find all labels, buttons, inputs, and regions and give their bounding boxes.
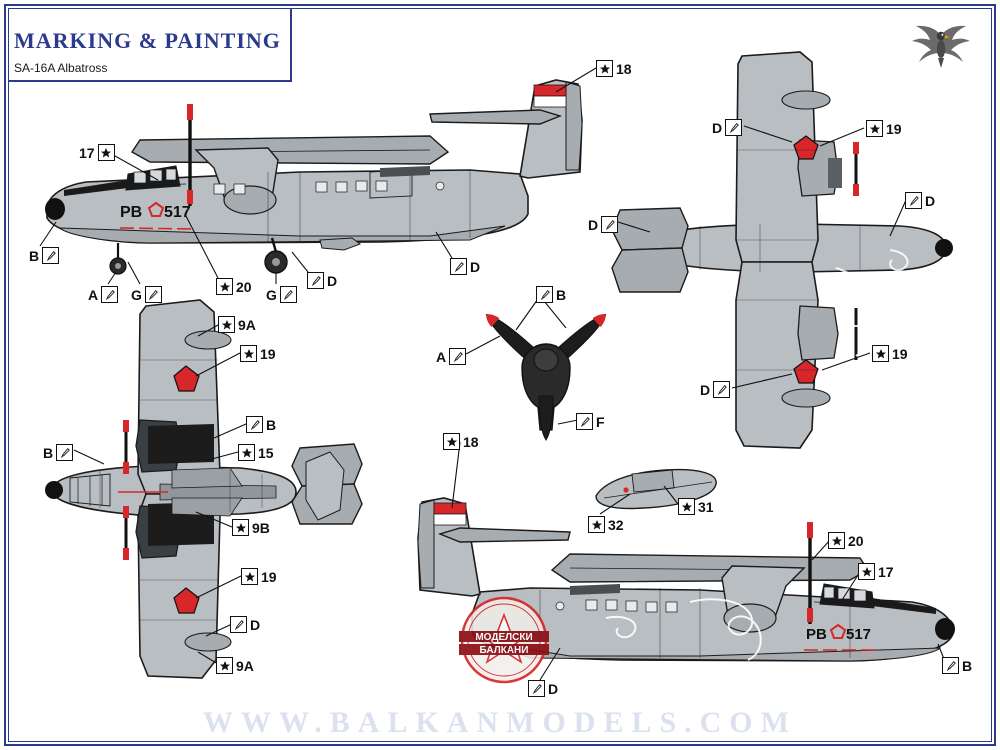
callout-20 — [828, 532, 864, 549]
svg-text:PB: PB — [120, 204, 143, 221]
callout-b — [942, 657, 972, 674]
brush-icon — [905, 192, 922, 209]
callout-19 — [241, 568, 277, 585]
callout-number: D — [925, 192, 936, 209]
brush-icon — [280, 286, 297, 303]
callout-9b — [232, 519, 270, 536]
brush-icon — [450, 258, 467, 275]
callout-number: B — [962, 657, 973, 674]
callout-number: D — [588, 216, 599, 233]
aircraft-designation: SA-16A Albatross — [14, 61, 108, 75]
brush-icon — [230, 616, 247, 633]
star-icon — [858, 563, 875, 580]
callout-a — [88, 286, 118, 303]
brush-icon — [601, 216, 618, 233]
callout-g — [131, 286, 162, 303]
balkan-models-watermark — [447, 595, 562, 685]
callout-19 — [866, 120, 902, 137]
callout-number: G — [266, 286, 277, 303]
callout-d — [230, 616, 260, 633]
view-port-side-profile — [45, 80, 582, 274]
callout-number: B — [556, 286, 567, 303]
callout-number: 15 — [258, 444, 274, 461]
callout-31 — [678, 498, 714, 515]
callout-number: A — [436, 348, 447, 365]
callout-b — [246, 416, 276, 433]
callout-number: B — [266, 416, 277, 433]
callout-number: 31 — [698, 498, 714, 515]
callout-b — [43, 444, 73, 461]
brush-icon — [942, 657, 959, 674]
page-title: MARKING & PAINTING — [14, 28, 281, 53]
callout-number: 18 — [616, 60, 632, 77]
star-icon — [866, 120, 883, 137]
callout-9a — [216, 657, 254, 674]
callout-number: 20 — [848, 532, 864, 549]
callout-19 — [872, 345, 908, 362]
callout-17 — [79, 144, 115, 161]
callout-18 — [443, 433, 479, 450]
star-icon — [240, 345, 257, 362]
callout-d — [588, 216, 618, 233]
svg-text:PB: PB — [806, 626, 827, 643]
brush-icon — [725, 119, 742, 136]
callout-32 — [588, 516, 624, 533]
star-icon — [238, 444, 255, 461]
brush-icon — [101, 286, 118, 303]
callout-18 — [596, 60, 632, 77]
callout-number: B — [43, 444, 54, 461]
star-icon — [828, 532, 845, 549]
star-icon — [588, 516, 605, 533]
brush-icon — [449, 348, 466, 365]
callout-number: 9B — [252, 519, 270, 536]
brush-icon — [42, 247, 59, 264]
callout-number: 19 — [886, 120, 902, 137]
callout-number: 19 — [892, 345, 908, 362]
callout-number: D — [250, 616, 261, 633]
callout-number: 9A — [236, 657, 254, 674]
callout-15 — [238, 444, 274, 461]
brush-icon — [713, 381, 730, 398]
callout-d — [700, 381, 730, 398]
callout-number: G — [131, 286, 142, 303]
brush-icon — [145, 286, 162, 303]
callout-20 — [216, 278, 252, 295]
callout-number: 20 — [236, 278, 252, 295]
callout-b — [29, 247, 59, 264]
star-icon — [241, 568, 258, 585]
star-icon — [443, 433, 460, 450]
brush-icon — [246, 416, 263, 433]
star-icon — [596, 60, 613, 77]
callout-number: A — [88, 286, 99, 303]
callout-number: 18 — [463, 433, 479, 450]
callout-g — [266, 286, 297, 303]
callout-d — [905, 192, 935, 209]
star-icon — [216, 278, 233, 295]
callout-d — [307, 272, 337, 289]
svg-text:517: 517 — [164, 204, 191, 221]
callout-b — [536, 286, 566, 303]
watermark-stamp-line2: БАЛКАНИ — [479, 645, 529, 656]
callout-19 — [240, 345, 276, 362]
site-watermark: WWW.BALKANMODELS.COM — [203, 706, 797, 739]
brush-icon — [307, 272, 324, 289]
star-icon — [218, 316, 235, 333]
callout-number: 19 — [261, 568, 277, 585]
callout-number: 32 — [608, 516, 624, 533]
callout-number: D — [700, 381, 711, 398]
star-icon — [216, 657, 233, 674]
svg-text:517: 517 — [846, 626, 872, 643]
callout-9a — [218, 316, 256, 333]
callout-d — [450, 258, 480, 275]
callout-d — [712, 119, 742, 136]
callout-number: D — [548, 680, 559, 697]
watermark-stamp-line1: МОДЕЛСКИ — [475, 632, 533, 643]
callout-number: D — [712, 119, 723, 136]
callout-number: 9A — [238, 316, 256, 333]
callout-number: 17 — [79, 144, 95, 161]
star-icon — [232, 519, 249, 536]
star-icon — [678, 498, 695, 515]
view-top-plan-view — [612, 52, 953, 448]
star-icon — [872, 345, 889, 362]
callout-f — [576, 413, 605, 430]
callout-number: D — [470, 258, 481, 275]
callout-number: B — [29, 247, 40, 264]
view-bottom-plan-view — [45, 300, 362, 678]
callout-number: 19 — [260, 345, 276, 362]
brush-icon — [576, 413, 593, 430]
callout-17 — [858, 563, 894, 580]
callout-a — [436, 348, 466, 365]
callout-number: D — [327, 272, 338, 289]
brush-icon — [56, 444, 73, 461]
star-icon — [98, 144, 115, 161]
callout-number: 17 — [878, 563, 894, 580]
callout-number: F — [596, 413, 605, 430]
brush-icon — [536, 286, 553, 303]
